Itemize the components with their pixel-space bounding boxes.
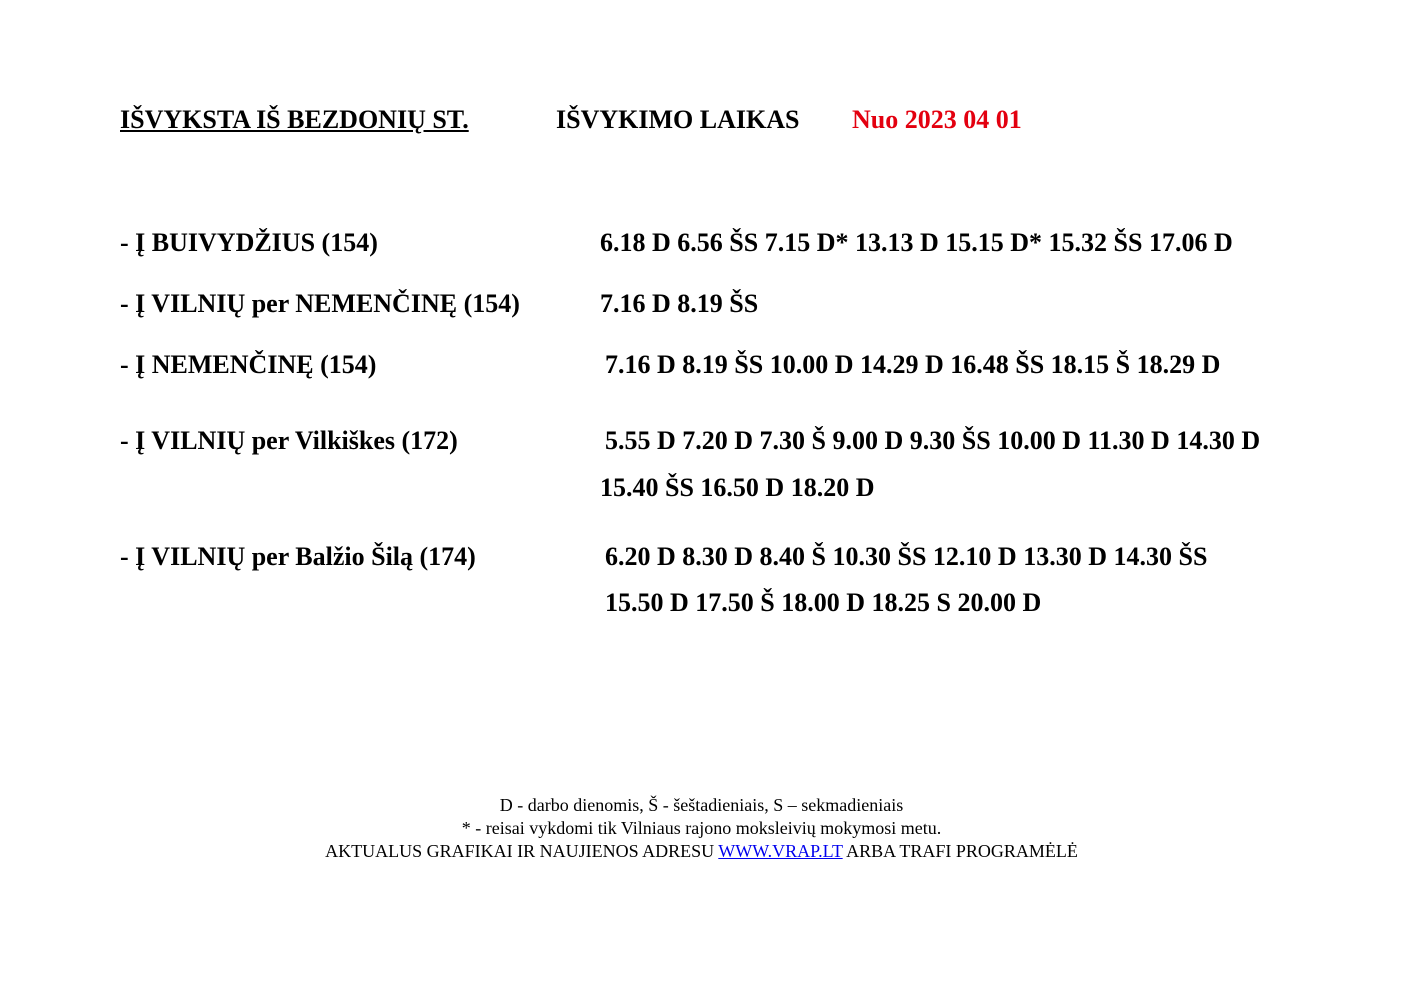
info-prefix: AKTUALUS GRAFIKAI IR NAUJIENOS ADRESU (325, 841, 719, 861)
departure-time-label: IŠVYKIMO LAIKAS (556, 105, 800, 134)
note-text: * - reisai vykdomi tik Vilniaus rajono moksleivių mokymosi metu. (461, 818, 942, 838)
footer-notes (0, 794, 1403, 863)
route-destination: - Į VILNIŲ per Balžio Šilą (174) (120, 542, 476, 571)
legend-text: D - darbo dienomis, Š - šeštadieniais, S – sekmadieniais (499, 795, 904, 815)
route-destination: - Į VILNIŲ per NEMENČINĘ (154) (120, 289, 520, 318)
vrap-website-link[interactable]: WWW.VRAP.LT (718, 841, 843, 861)
info-suffix: ARBA TRAFI PROGRAMĖLĖ (842, 841, 1078, 861)
route-times: 5.55 D 7.20 D 7.30 Š 9.00 D 9.30 ŠS 10.00 D 11.30 D 14.30 D (605, 426, 1261, 455)
station-title: IŠVYKSTA IŠ BEZDONIŲ ST. (120, 105, 469, 134)
route-times: 7.16 D 8.19 ŠS 10.00 D 14.29 D 16.48 ŠS 18.15 Š 18.29 D (605, 350, 1221, 379)
route-destination: - Į NEMENČINĘ (154) (120, 350, 377, 379)
route-times-continued: 15.50 D 17.50 Š 18.00 D 18.25 S 20.00 D (605, 588, 1042, 617)
route-times: 6.18 D 6.56 ŠS 7.15 D* 13.13 D 15.15 D* 15.32 ŠS 17.06 D (600, 228, 1233, 257)
route-destination: - Į VILNIŲ per Vilkiškes (172) (120, 426, 458, 455)
route-destination: - Į BUIVYDŽIUS (154) (120, 228, 378, 257)
info-line (0, 840, 1403, 863)
route-times: 6.20 D 8.30 D 8.40 Š 10.30 ŠS 12.10 D 13.30 D 14.30 ŠS (605, 542, 1208, 571)
valid-from-date: Nuo 2023 04 01 (852, 105, 1022, 134)
route-times: 7.16 D 8.19 ŠS (600, 289, 759, 318)
route-times-continued: 15.40 ŠS 16.50 D 18.20 D (600, 473, 875, 502)
